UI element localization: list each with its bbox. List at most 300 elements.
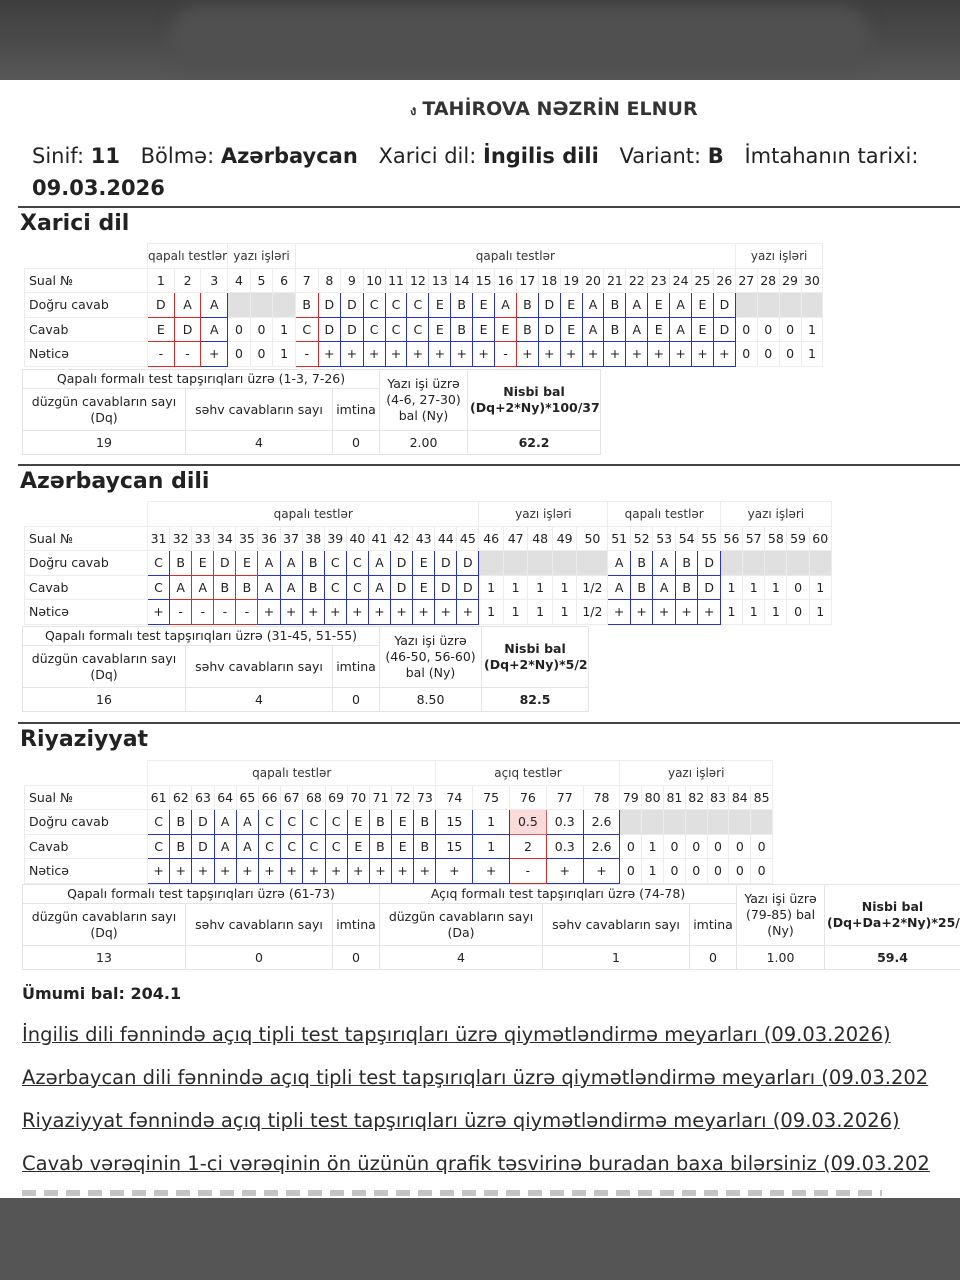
cell-nums-80: 80 [642, 785, 664, 810]
cell-dogru-84 [729, 810, 751, 835]
cell-cavab-81: 0 [664, 834, 686, 859]
cell-cavab-52: B [630, 575, 653, 600]
cell-cavab-57: 1 [743, 575, 765, 600]
cell-cavab-70: E [347, 834, 369, 859]
cell-dogru-23: E [648, 293, 670, 318]
cell-netice-2: - [174, 342, 201, 367]
cell-dogru-46 [479, 551, 504, 576]
section-divider [18, 464, 960, 466]
cell-netice-19: + [560, 342, 582, 367]
cell-nums-2: 2 [174, 268, 201, 293]
cell-netice-52: + [630, 600, 653, 625]
summary-dq-value: 19 [23, 431, 186, 455]
cell-dogru-80 [642, 810, 664, 835]
cell-cavab-61: C [148, 834, 170, 859]
grid-group-qapali: qapalı testlər [148, 502, 479, 527]
cell-nums-30: 30 [801, 268, 823, 293]
cell-netice-48: 1 [528, 600, 553, 625]
cell-cavab-48: 1 [528, 575, 553, 600]
summary-ny-value: 2.00 [380, 431, 468, 455]
cell-nums-32: 32 [170, 526, 192, 551]
summary-yazi-label: Yazı işi üzrə (46-50, 56-60) bal (Ny) [380, 627, 482, 688]
summary-duzgun-da-header: düzgün cavabların sayı (Da) [380, 904, 543, 946]
cell-nums-22: 22 [626, 268, 648, 293]
cell-dogru-32: B [170, 551, 192, 576]
link-azerbaycan-meyarlar[interactable]: Azərbaycan dili fənnində açıq tipli test tapşırıqları üzrə qiymətləndirmə meyarları (09.03.202 [22, 1066, 929, 1089]
cell-cavab-42: D [391, 575, 413, 600]
cell-dogru-41: A [368, 551, 390, 576]
cell-dogru-52: B [630, 551, 653, 576]
cell-netice-26: + [713, 342, 735, 367]
cell-netice-43: + [413, 600, 435, 625]
bolme-label: Bölmə: [140, 144, 215, 168]
cell-dogru-68: C [303, 810, 325, 835]
cell-netice-49: 1 [552, 600, 577, 625]
cell-netice-36: + [258, 600, 280, 625]
cell-cavab-50: 1/2 [577, 575, 608, 600]
cell-nums-47: 47 [503, 526, 528, 551]
cell-netice-64: + [214, 859, 236, 884]
cell-netice-27: 0 [735, 342, 757, 367]
summary-ny-value: 8.50 [380, 688, 482, 712]
cell-nums-37: 37 [280, 526, 302, 551]
cell-dogru-61: C [148, 810, 170, 835]
section-divider [18, 722, 960, 724]
cell-cavab-65: A [236, 834, 258, 859]
cell-nums-29: 29 [779, 268, 801, 293]
cell-nums-44: 44 [435, 526, 457, 551]
cell-dogru-76: 0.5 [510, 810, 547, 835]
cell-dogru-7: B [295, 293, 318, 318]
cell-dogru-79 [620, 810, 642, 835]
cell-netice-13: + [429, 342, 451, 367]
cell-dogru-48 [528, 551, 553, 576]
cell-dogru-2: A [174, 293, 201, 318]
cell-dogru-33: E [192, 551, 214, 576]
summary-sehv2-value: 1 [543, 946, 690, 970]
summary-riyaziyyat [22, 884, 960, 970]
cell-dogru-69: C [325, 810, 347, 835]
exam-date-value: 09.03.2026 [32, 176, 165, 200]
cell-netice-23: + [648, 342, 670, 367]
cell-cavab-62: B [170, 834, 192, 859]
cell-nums-84: 84 [729, 785, 751, 810]
cell-netice-1: - [148, 342, 175, 367]
cell-dogru-55: D [698, 551, 721, 576]
cell-netice-35: - [236, 600, 258, 625]
cell-netice-44: + [435, 600, 457, 625]
cell-nums-38: 38 [302, 526, 324, 551]
cell-cavab-32: A [170, 575, 192, 600]
cell-netice-76: - [510, 859, 547, 884]
cell-nums-20: 20 [582, 268, 604, 293]
summary-imtina-header: imtina [333, 646, 380, 688]
student-name-text: TAHİROVA NƏZRİN ELNUR [422, 98, 698, 120]
cell-netice-70: + [347, 859, 369, 884]
cell-dogru-56 [720, 551, 742, 576]
cell-nums-10: 10 [363, 268, 385, 293]
cell-netice-18: + [538, 342, 560, 367]
summary-imtina-header: imtina [333, 904, 380, 946]
row-label-dogru: Doğru cavab [25, 810, 148, 835]
cell-cavab-21: B [604, 317, 626, 342]
cell-cavab-71: B [369, 834, 391, 859]
cell-netice-6: 1 [273, 342, 296, 367]
cell-netice-77: + [546, 859, 583, 884]
link-ingilis-meyarlar[interactable]: İngilis dili fənnində açıq tipli test tapşırıqları üzrə qiymətləndirmə meyarları (09.03.2026) [22, 1023, 891, 1046]
cell-cavab-26: D [713, 317, 735, 342]
cell-netice-9: + [341, 342, 364, 367]
cell-netice-69: + [325, 859, 347, 884]
cell-nums-8: 8 [318, 268, 341, 293]
cell-cavab-34: B [214, 575, 236, 600]
cell-netice-78: + [583, 859, 620, 884]
cell-nums-76: 76 [510, 785, 547, 810]
cell-cavab-83: 0 [707, 834, 729, 859]
cell-nums-21: 21 [604, 268, 626, 293]
cell-nums-57: 57 [743, 526, 765, 551]
cell-netice-84: 0 [729, 859, 751, 884]
cell-nums-70: 70 [347, 785, 369, 810]
cell-dogru-15: E [473, 293, 495, 318]
summary-yazi-label: Yazı işi üzrə (4-6, 27-30) bal (Ny) [380, 370, 468, 431]
cell-nums-61: 61 [148, 785, 170, 810]
cell-dogru-18: D [538, 293, 560, 318]
grid-group-qapali: qapalı testlər [148, 761, 436, 786]
cell-nums-69: 69 [325, 785, 347, 810]
cell-cavab-25: E [692, 317, 714, 342]
link-riyaziyyat-meyarlar[interactable]: Riyaziyyat fənnində açıq tipli test tapşırıqları üzrə qiymətləndirmə meyarları (09.03.2026) [22, 1109, 900, 1132]
cell-netice-45: + [457, 600, 479, 625]
cell-dogru-37: A [280, 551, 302, 576]
cell-dogru-67: C [281, 810, 303, 835]
cell-cavab-36: A [258, 575, 280, 600]
cell-dogru-82 [685, 810, 707, 835]
summary-sehv-header: səhv cavabların sayı [186, 646, 333, 688]
cell-dogru-42: D [391, 551, 413, 576]
cell-cavab-45: D [457, 575, 479, 600]
cell-cavab-69: C [325, 834, 347, 859]
cell-nums-66: 66 [258, 785, 280, 810]
grid-group-yazi: yazı işləri [228, 244, 296, 269]
cell-netice-75: + [473, 859, 510, 884]
cell-dogru-11: C [385, 293, 407, 318]
cell-netice-58: 1 [765, 600, 787, 625]
cell-nums-46: 46 [479, 526, 504, 551]
cell-nums-18: 18 [538, 268, 560, 293]
cell-dogru-60 [809, 551, 831, 576]
grid-group-qapali: qapalı testlər [148, 244, 228, 269]
cell-netice-40: + [346, 600, 368, 625]
cell-cavab-64: A [214, 834, 236, 859]
cell-nums-34: 34 [214, 526, 236, 551]
total-score: Ümumi bal: 204.1 [22, 984, 182, 1003]
cell-cavab-80: 1 [642, 834, 664, 859]
tarix-label: İmtahanın tarixi: [744, 144, 919, 168]
summary-imtina-value: 0 [333, 946, 380, 970]
cell-netice-14: + [451, 342, 473, 367]
cell-dogru-40: C [346, 551, 368, 576]
cell-nums-28: 28 [757, 268, 779, 293]
cell-dogru-85 [751, 810, 773, 835]
cell-netice-68: + [303, 859, 325, 884]
row-label-dogru: Doğru cavab [25, 293, 148, 318]
cell-nums-48: 48 [528, 526, 553, 551]
summary-nisbi-header [468, 370, 601, 431]
cell-cavab-18: D [538, 317, 560, 342]
cell-netice-41: + [368, 600, 390, 625]
grid-group-qapali: qapalı testlər [608, 502, 721, 527]
cell-nums-67: 67 [281, 785, 303, 810]
grid-corner [25, 502, 148, 527]
cell-cavab-38: B [302, 575, 324, 600]
cell-cavab-68: C [303, 834, 325, 859]
cell-nums-75: 75 [473, 785, 510, 810]
summary-imtina2-value: 0 [690, 946, 737, 970]
cell-nums-23: 23 [648, 268, 670, 293]
cell-cavab-74: 15 [436, 834, 473, 859]
summary-imtina-header: imtina [333, 389, 380, 431]
cell-netice-16: - [495, 342, 517, 367]
cell-dogru-25: E [692, 293, 714, 318]
cell-cavab-11: C [385, 317, 407, 342]
cell-cavab-77: 0.3 [546, 834, 583, 859]
cell-nums-82: 82 [685, 785, 707, 810]
cell-netice-5: 0 [250, 342, 273, 367]
summary-sehv-value: 4 [186, 431, 333, 455]
cell-cavab-82: 0 [685, 834, 707, 859]
cell-cavab-63: D [192, 834, 214, 859]
cell-netice-25: + [692, 342, 714, 367]
summary-ny-value: 1.00 [737, 946, 825, 970]
sinif-value: 11 [90, 144, 120, 168]
cell-netice-15: + [473, 342, 495, 367]
cell-dogru-26: D [713, 293, 735, 318]
cell-netice-12: + [407, 342, 429, 367]
exam-date [32, 176, 165, 200]
cell-cavab-66: C [258, 834, 280, 859]
cell-dogru-54: B [675, 551, 698, 576]
cell-cavab-39: C [324, 575, 346, 600]
cell-nums-83: 83 [707, 785, 729, 810]
cell-nums-72: 72 [392, 785, 414, 810]
cell-dogru-47 [503, 551, 528, 576]
cell-cavab-73: B [414, 834, 436, 859]
cell-dogru-13: E [429, 293, 451, 318]
cell-nums-60: 60 [809, 526, 831, 551]
cell-cavab-15: E [473, 317, 495, 342]
cell-dogru-4 [228, 293, 251, 318]
summary-nisbi-value: 62.2 [468, 431, 601, 455]
cell-nums-62: 62 [170, 785, 192, 810]
summary-nisbi-value: 82.5 [482, 688, 589, 712]
grid-group-yazi: yazı işləri [479, 502, 608, 527]
cell-netice-4: 0 [228, 342, 251, 367]
cell-cavab-22: A [626, 317, 648, 342]
cell-nums-59: 59 [787, 526, 809, 551]
cell-netice-33: - [192, 600, 214, 625]
cell-dogru-70: E [347, 810, 369, 835]
grid-group-yazi: yazı işləri [620, 761, 773, 786]
top-dark-band [0, 0, 960, 80]
summary-da-value: 4 [380, 946, 543, 970]
row-label-netice: Nəticə [25, 342, 148, 367]
cell-cavab-33: A [192, 575, 214, 600]
cell-netice-55: + [698, 600, 721, 625]
summary-duzgun-header: düzgün cavabların sayı (Dq) [23, 904, 186, 946]
cell-dogru-50 [577, 551, 608, 576]
cell-netice-3: + [201, 342, 228, 367]
cell-cavab-17: B [516, 317, 538, 342]
summary-dq-value: 13 [23, 946, 186, 970]
cell-netice-8: + [318, 342, 341, 367]
cell-dogru-53: A [653, 551, 676, 576]
cell-dogru-17: B [516, 293, 538, 318]
cell-nums-77: 77 [546, 785, 583, 810]
cell-dogru-64: A [214, 810, 236, 835]
cell-netice-11: + [385, 342, 407, 367]
cell-nums-55: 55 [698, 526, 721, 551]
cell-dogru-45: D [457, 551, 479, 576]
cell-dogru-71: B [369, 810, 391, 835]
cell-cavab-12: C [407, 317, 429, 342]
cell-nums-53: 53 [653, 526, 676, 551]
bolme-value: Azərbaycan [220, 144, 358, 168]
summary-qapali-title: Qapalı formalı test tapşırıqları üzrə (61-73) [23, 885, 380, 904]
cell-dogru-24: A [670, 293, 692, 318]
cell-nums-81: 81 [664, 785, 686, 810]
cell-nums-24: 24 [670, 268, 692, 293]
section-title-xarici: Xarici dil [20, 211, 130, 236]
cell-netice-30: 1 [801, 342, 823, 367]
exam-info-line [32, 144, 918, 168]
cell-dogru-22: A [626, 293, 648, 318]
cell-nums-4: 4 [228, 268, 251, 293]
cell-netice-74: + [436, 859, 473, 884]
cell-dogru-29 [779, 293, 801, 318]
nisbi-label: Nisbi bal [504, 640, 566, 656]
cell-dogru-66: C [258, 810, 280, 835]
cell-netice-17: + [516, 342, 538, 367]
summary-nisbi-header [825, 885, 960, 946]
cell-dogru-77: 0.3 [546, 810, 583, 835]
cell-netice-83: 0 [707, 859, 729, 884]
cell-dogru-62: B [170, 810, 192, 835]
section-divider [18, 206, 960, 208]
cell-netice-29: 0 [779, 342, 801, 367]
cell-nums-6: 6 [273, 268, 296, 293]
cell-cavab-54: B [675, 575, 698, 600]
cell-cavab-37: A [280, 575, 302, 600]
cell-nums-50: 50 [577, 526, 608, 551]
cell-netice-57: 1 [743, 600, 765, 625]
cell-netice-46: 1 [479, 600, 504, 625]
cell-cavab-76: 2 [510, 834, 547, 859]
cell-cavab-14: B [451, 317, 473, 342]
cell-cavab-55: D [698, 575, 721, 600]
grid-group-yazi: yazı işləri [735, 244, 823, 269]
cell-cavab-10: C [363, 317, 385, 342]
cell-dogru-35: E [236, 551, 258, 576]
cell-netice-47: 1 [503, 600, 528, 625]
cell-nums-68: 68 [303, 785, 325, 810]
summary-nisbi-value: 59.4 [825, 946, 960, 970]
cell-cavab-58: 1 [765, 575, 787, 600]
cell-nums-42: 42 [391, 526, 413, 551]
summary-qapali-title: Qapalı formalı test tapşırıqları üzrə (31-45, 51-55) [23, 627, 380, 646]
summary-duzgun-header: düzgün cavabların sayı (Dq) [23, 646, 186, 688]
cell-cavab-29: 0 [779, 317, 801, 342]
cell-nums-5: 5 [250, 268, 273, 293]
cell-dogru-58 [765, 551, 787, 576]
cell-netice-66: + [258, 859, 280, 884]
grid-group-qapali: qapalı testlər [295, 244, 735, 269]
cell-cavab-24: A [670, 317, 692, 342]
summary-imtina-value: 0 [333, 688, 380, 712]
cell-netice-56: 1 [720, 600, 742, 625]
cell-cavab-59: 0 [787, 575, 809, 600]
cell-dogru-51: A [608, 551, 631, 576]
summary-sehv-value: 4 [186, 688, 333, 712]
cell-netice-59: 0 [787, 600, 809, 625]
cell-nums-14: 14 [451, 268, 473, 293]
cell-dogru-6 [273, 293, 296, 318]
cell-nums-26: 26 [713, 268, 735, 293]
summary-sehv-header: səhv cavabların sayı [186, 389, 333, 431]
answer-grid-azerbaycan [24, 501, 832, 625]
cell-cavab-51: A [608, 575, 631, 600]
cell-nums-64: 64 [214, 785, 236, 810]
row-label-netice: Nəticə [25, 859, 148, 884]
cell-netice-63: + [192, 859, 214, 884]
cell-nums-36: 36 [258, 526, 280, 551]
cell-cavab-60: 1 [809, 575, 831, 600]
cell-cavab-72: E [392, 834, 414, 859]
cell-cavab-4: 0 [228, 317, 251, 342]
cell-cavab-28: 0 [757, 317, 779, 342]
cell-netice-32: - [170, 600, 192, 625]
cell-netice-54: + [675, 600, 698, 625]
cell-netice-22: + [626, 342, 648, 367]
cell-cavab-20: A [582, 317, 604, 342]
cell-dogru-57 [743, 551, 765, 576]
link-cavab-vereqi[interactable]: Cavab vərəqinin 1-ci vərəqinin ön üzünün qrafik təsvirinə buradan baxa bilərsiniz (09.03.202 [22, 1152, 930, 1175]
summary-sehv2-header: səhv cavabların sayı [543, 904, 690, 946]
cell-nums-16: 16 [495, 268, 517, 293]
cell-cavab-35: B [236, 575, 258, 600]
cell-dogru-14: B [451, 293, 473, 318]
cell-dogru-28 [757, 293, 779, 318]
cell-netice-53: + [653, 600, 676, 625]
cell-dogru-74: 15 [436, 810, 473, 835]
cell-nums-43: 43 [413, 526, 435, 551]
cell-netice-79: 0 [620, 859, 642, 884]
cell-netice-50: 1/2 [577, 600, 608, 625]
cell-cavab-56: 1 [720, 575, 742, 600]
cell-cavab-1: E [148, 317, 175, 342]
summary-imtina-value: 0 [333, 431, 380, 455]
cell-cavab-44: D [435, 575, 457, 600]
grid-corner [25, 761, 148, 786]
cell-cavab-84: 0 [729, 834, 751, 859]
cell-cavab-13: E [429, 317, 451, 342]
cell-nums-13: 13 [429, 268, 451, 293]
cell-dogru-8: D [318, 293, 341, 318]
cell-nums-25: 25 [692, 268, 714, 293]
nisbi-label: Nisbi bal [861, 898, 924, 914]
summary-sehv-value: 0 [186, 946, 333, 970]
cell-cavab-9: D [341, 317, 364, 342]
